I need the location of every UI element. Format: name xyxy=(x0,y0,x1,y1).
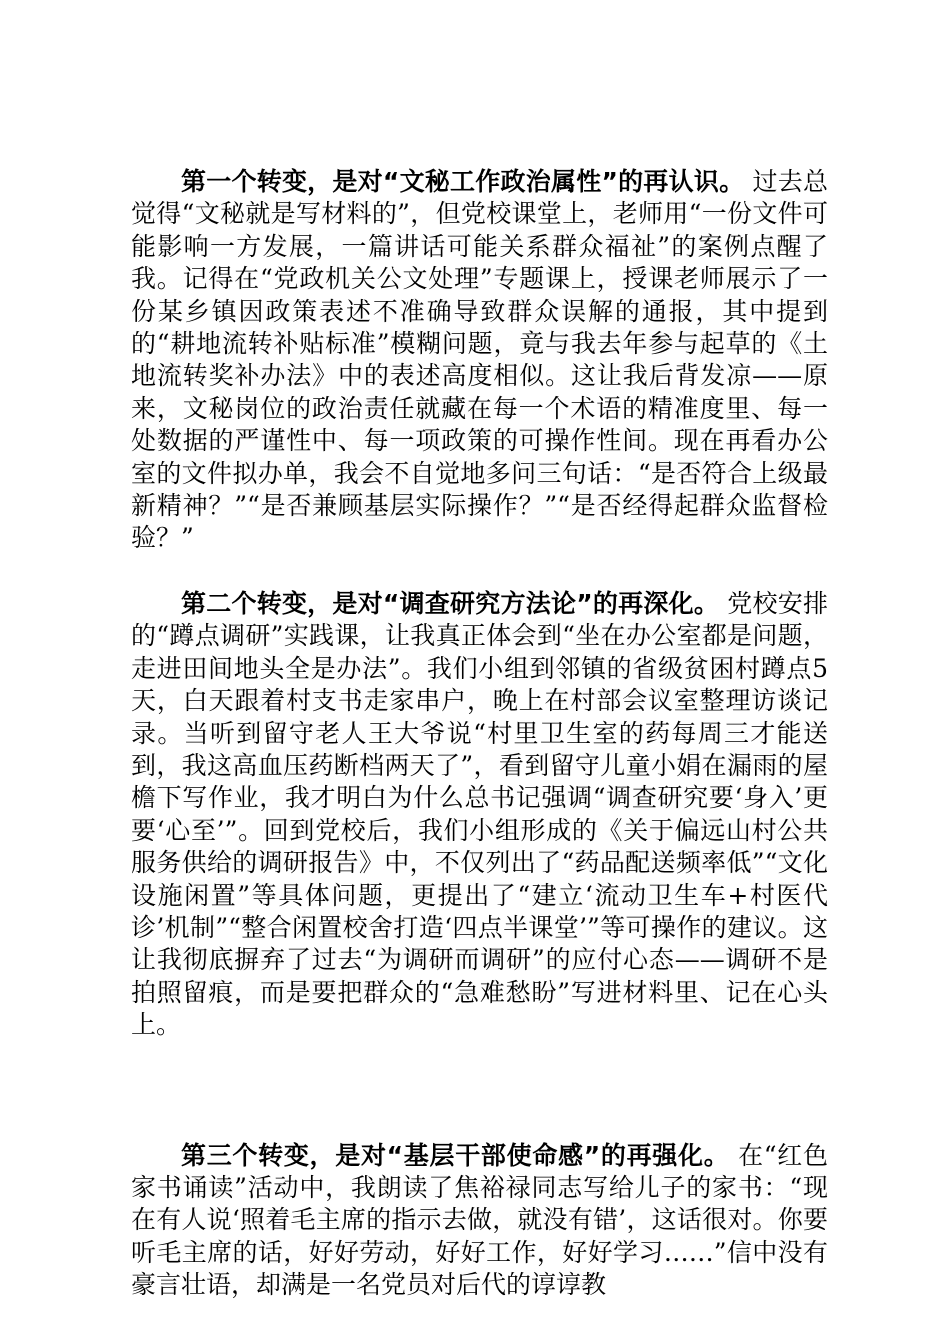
paragraph-lead: 第一个转变，是对“文秘工作政治属性”的再认识。 xyxy=(181,167,745,196)
paragraph-lead: 第三个转变，是对“基层干部使命感”的再强化。 xyxy=(181,1140,730,1170)
paragraph-text: 党校安排的“蹲点调研”实践课，让我真正体会到“坐在办公室都是问题，走进田间地头全是办法”。我们小组到邻镇的省级贫困村蹲点5天，白天跟着村支书走家串户，晚上在村部会议室整理访谈记录。当听到留守老人王大爷说“村里卫生室的药每周三才能送到，我这高血压药断档两天了”，看到留守儿童小娟在漏雨的屋檐下写作业，我才明白为什么总书记强调“调查研究要‘身入’更要‘心至’”。回到党校后，我们小组形成的《关于偏远山村公共服务供给的调研报告》中，不仅列出了“药品配送频率低”“文化设施闲置”等具体问题，更提出了“建立‘流动卫生车+村医代诊’机制”“整合闲置校舍打造‘四点半课堂’”等可操作的建议。这让我彻底摒弃了过去“为调研而调研”的应付心态——调研不是拍照留痕，而是要把群众的“急难愁盼”写进材料里、记在心头上。 xyxy=(131,588,828,1040)
paragraph-text: 过去总觉得“文秘就是写材料的”，但党校课堂上，老师用“一份文件可能影响一方发展，一篇讲话可能关系群众福祉”的案例点醒了我。记得在“党政机关公文处理”专题课上，授课老师展示了一份某乡镇因政策表述不准确导致群众误解的通报，其中提到的“耕地流转补贴标准”模糊问题，竟与我去年参与起草的《土地流转奖补办法》中的表述高度相似。这让我后背发凉——原来，文秘岗位的政治责任就藏在每一个术语的精准度里、每一处数据的严谨性中、每一项政策的可操作性间。现在再看办公室的文件拟办单，我会不自觉地多问三句话：“是否符合上级最新精神？”“是否兼顾基层实际操作？”“是否经得起群众监督检验？” xyxy=(131,167,828,553)
paragraph-third-transformation xyxy=(131,1140,828,1302)
document-body xyxy=(131,166,828,1302)
paragraph-first-transformation xyxy=(131,166,828,555)
paragraph-second-transformation xyxy=(131,588,828,1042)
paragraph-lead: 第二个转变，是对“调查研究方法论”的再深化。 xyxy=(181,588,720,618)
paragraph-text: 在“红色家书诵读”活动中，我朗读了焦裕禄同志写给儿子的家书：“现在有人说‘照着毛主席的指示去做，就没有错’，这话很对。你要听毛主席的话，好好劳动，好好工作，好好学习……”信中没有豪言壮语，却满是一名党员对后代的谆谆教 xyxy=(131,1140,828,1300)
